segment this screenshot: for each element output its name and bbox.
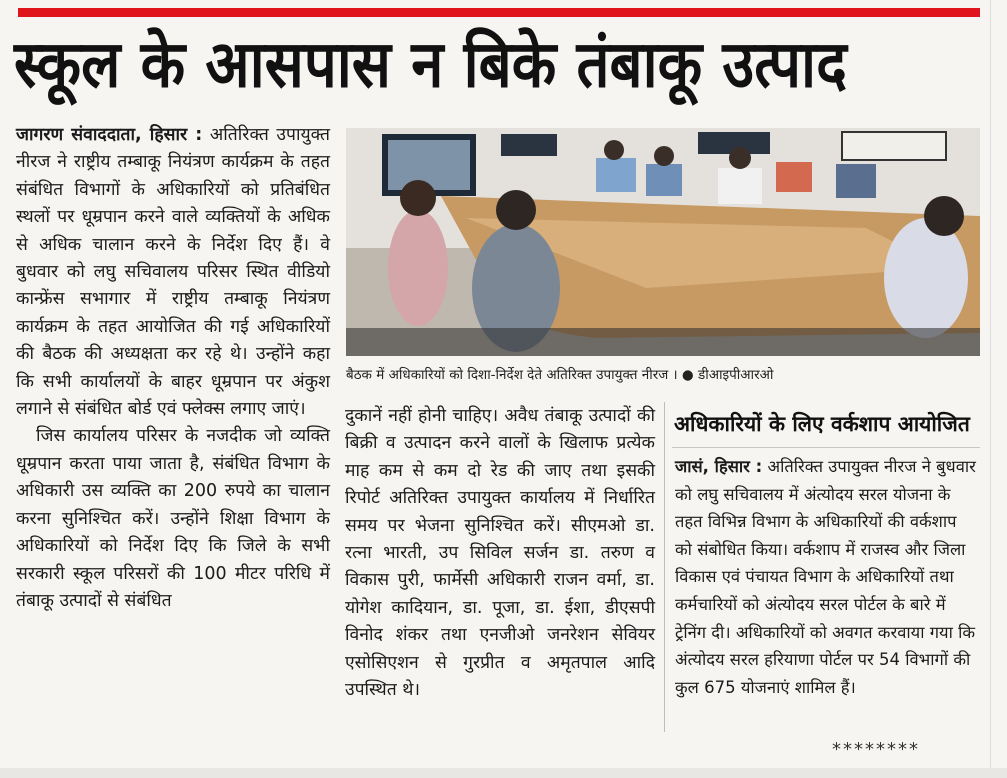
article-para-3: दुकानें नहीं होनी चाहिए। अवैध तंबाकू उत्पादों की बिक्री व उत्पादन करने वालों के खिलाफ प्रत्येक माह कम से कम दो रेड की जाए तथा इसकी रिपोर्ट अतिरिक्त उपायुक्त कार्यालय में निर्धारित समय पर भेजना सुनिश्चित करें। सीएमओ डा. रत्ना भारती, उप सिविल सर्जन डा. तरुण व विकास पुरी, फार्मेसी अधिकारी राजन वर्मा, डा. योगेश कादियान, डा. पूजा, डा. ईशा, डीएसपी विनोद शंकर तथा एनजीओ जनरेशन सेवियर एसोसिएशन से गुरप्रीत व अमृतपाल आदि उपस्थित थे। (345, 406, 655, 701)
photo-caption: बैठक में अधिकारियों को दिशा-निर्देश देते अतिरिक्त उपायुक्त नीरज । ● डीआइपीआरओ (346, 367, 774, 383)
adjacent-page-edge (990, 0, 1007, 778)
person-left (388, 210, 448, 326)
page-bottom-edge (0, 768, 1007, 778)
article-text-1: अतिरिक्त उपायुक्त नीरज ने राष्ट्रीय तम्बाकू नियंत्रण कार्यक्रम के तहत संबंधित विभागों के अधिकारियों को प्रतिबंधित स्थलों पर धूम्रपान करने वाले व्यक्तियों के अधिक से अधिक चालान करने के निर्देश दिए हैं। वे बुधवार को लघु सचिवालय परिसर स्थित वीडियो कान्फ्रेंस सभागार में राष्ट्रीय तम्बाकू नियंत्रण कार्यक्रम के तहत आयोजित की गई अधिकारियों की बैठक की अध्यक्षता कर रहे थे। उन्होंने कहा कि सभी कार्यालयों के बाहर धूम्रपान पर अंकुश लगाने से संबंधित बोर्ड एवं फ्लेक्स लगाए जाएं। (16, 125, 330, 420)
side-heading-rule (672, 447, 980, 448)
column-divider (664, 402, 665, 732)
side-article-text: अतिरिक्त उपायुक्त नीरज ने बुधवार को लघु सचिवालय में अंत्योदय सरल योजना के तहत विभिन्न विभाग के अधिकारियों की वर्कशाप को संबोधित किया। वर्कशाप में राजस्व और जिला विकास एवं पंचायत विभाग के अधिकारियों तथा कर्मचारियों को अंत्योदय सरल पोर्टल के बारे में ट्रेनिंग दी। अधिकारियों को अवगत करवाया गया कि अंत्योदय सरल हरियाणा पोर्टल पर 54 विभागों की कुल 675 योजनाएं शामिल हैं। (675, 457, 976, 697)
person-right (884, 218, 968, 338)
headline: स्कूल के आसपास न बिके तंबाकू उत्पाद (14, 25, 847, 103)
side-article-body (675, 453, 978, 701)
side-article-para (675, 453, 978, 701)
side-article-heading: अधिकारियों के लिए वर्कशाप आयोजित (674, 412, 970, 436)
meeting-photo-illustration (346, 128, 980, 356)
end-marker: ******** (832, 739, 920, 760)
byline: जागरण संवाददाता, हिसार : (16, 125, 203, 145)
side-byline: जासं, हिसार : (675, 457, 763, 476)
article-para-2: जिस कार्यालय परिसर के नजदीक जो व्यक्ति धूम्रपान करता पाया जाता है, संबंधित विभाग के अधिकारी उस व्यक्ति का 200 रुपये का चालान करना सुनिश्चित करें। उन्होंने शिक्षा विभाग के अधिकारियों को निर्देश दिए कि जिले के सभी सरकारी स्कूल परिसरों की 100 मीटर परिधि में तंबाकू उत्पादों से संबंधित (16, 426, 330, 611)
article-column-1 (16, 122, 330, 615)
article-column-2 (345, 403, 655, 704)
meeting-photo (346, 128, 980, 356)
article-para-1 (16, 122, 330, 423)
